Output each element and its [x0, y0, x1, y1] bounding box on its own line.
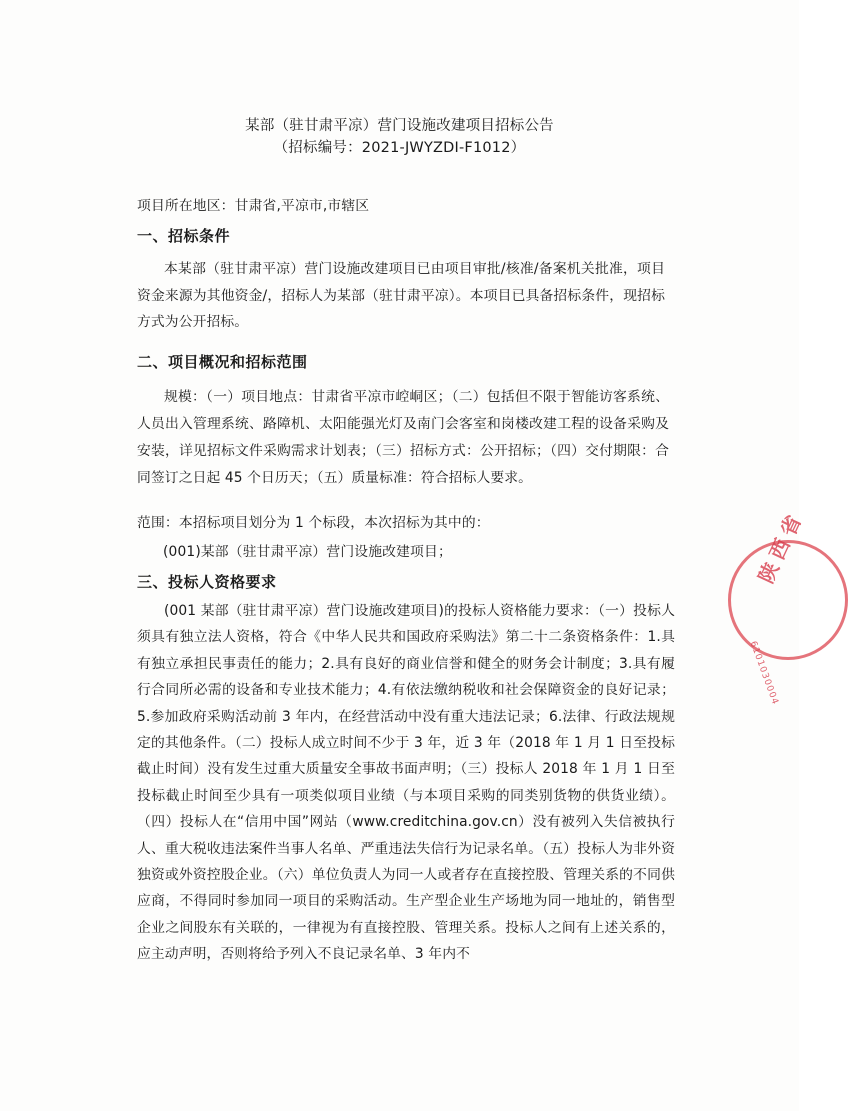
section-2-lot: (001)某部（驻甘肃平凉）营门设施改建项目； [163, 544, 452, 560]
section-2-heading: 二、项目概况和招标范围 [137, 353, 308, 371]
document-title: 某部（驻甘肃平凉）营门设施改建项目招标公告 [245, 118, 554, 134]
seal-text: 陕西省 [753, 505, 809, 587]
section-1-body: 本某部（驻甘肃平凉）营门设施改建项目已由项目审批/核准/备案机关批准，项目资金来源为其他资金/，招标人为某部（驻甘肃平凉）。本项目已具备招标条件，现招标方式为公开招标。 [137, 261, 665, 331]
section-3-heading: 三、投标人资格要求 [137, 573, 277, 591]
tender-number: （招标编号：2021-JWYZDI-F1012） [273, 140, 526, 156]
section-1-heading: 一、招标条件 [137, 227, 231, 245]
seal-number: 6101030004 [747, 640, 781, 707]
section-3-body: (001 某部（驻甘肃平凉）营门设施改建项目)的投标人资格能力要求：（一）投标人须具有独立法人资格，符合《中华人民共和国政府采购法》第二十二条资格条件：1.具有独立承担民事责任的能力；2.具有良好的商业信誉和健全的财务会计制度；3.具有履行合同所必需的设备和专业技术能力；4.有依法缴纳税收和社会保障资金的良好记录；5.参加政府采购活动前 3 年内，在经营活动中没有重大违法记录；6.法律、行政法规规定的其他条件。（二）投标人成立时间不少于 3 年，近 3 年（2018 年 1 月 1 日至投标截止时间）没有发生过重大质量安全事故书面声明；（三）投标人 2018 年 1 月 1 日至投标截止时间至少具有一项类似项目业绩（与本项目采购的同类别货物的供货业绩）。（四）投标人在“信用中国”网站（www.creditchina.gov.cn）没有被列入失信被执行人、重大税收违法案件当事人名单、严重违法失信行为记录名单。（五）投标人为非外资独资或外资控股企业。（六）单位负责人为同一人或者存在直接控股、管理关系的不同供应商，不得同时参加同一项目的采购活动。生产型企业生产场地为同一地址的，销售型企业之间股东有关联的，一律视为有直接控股、管理关系。投标人之间有上述关系的，应主动声明，否则将给予列入不良记录名单、3 年内不 [137, 603, 675, 963]
section-2-body: 规模：（一）项目地点：甘肃省平凉市崆峒区；（二）包括但不限于智能访客系统、人员出入管理系统、路障机、太阳能强光灯及南门会客室和岗楼改建工程的设备采购及安装，详见招标文件采购需求计划表；（三）招标方式：公开招标；（四）交付期限：合同签订之日起 45 个日历天；（五）质量标准：符合招标人要求。 [137, 389, 669, 486]
project-location: 项目所在地区：甘肃省,平凉市,市辖区 [137, 198, 370, 214]
section-2-scope: 范围：本招标项目划分为 1 个标段，本次招标为其中的： [137, 515, 490, 531]
